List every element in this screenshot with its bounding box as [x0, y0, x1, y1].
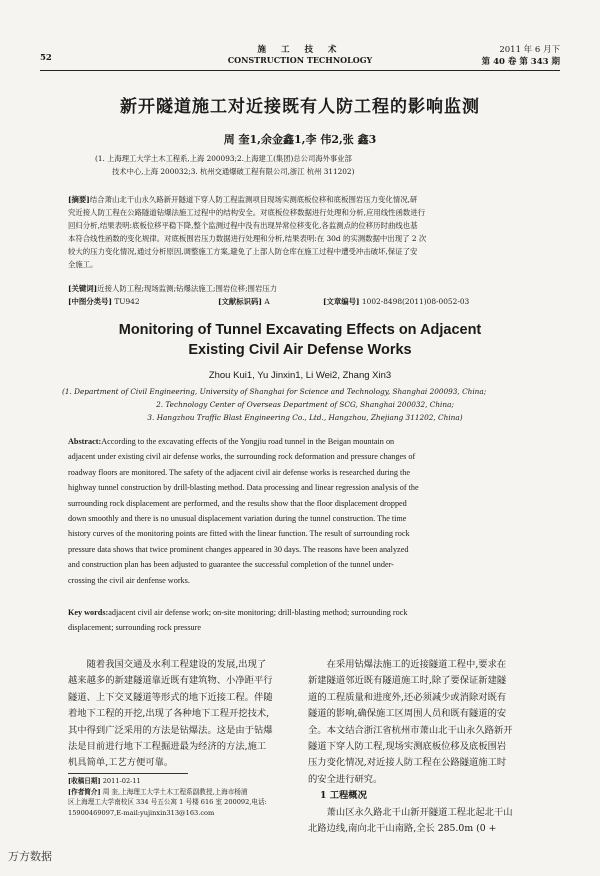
article-title-en-line-1: Monitoring of Tunnel Excavating Effects on Adjacent — [118, 322, 482, 338]
abstract-en — [68, 434, 534, 588]
affiliation-en-line: 2. Technology Center of Overseas Department of SCG, Shanghai 200032, China; — [156, 400, 454, 409]
page-number: 52 — [40, 53, 52, 63]
doc-code-value: A — [264, 297, 270, 306]
keywords-en: Key words:adjacent civil air defense work; on-site monitoring; drill-blasting method; surrounding rock displacement; surrounding rock pressure — [68, 605, 534, 636]
body-paragraph-line: 全。本文结合浙江省杭州市萧山北干山永久路新开 — [308, 724, 513, 736]
keywords-en-line: displacement; surrounding rock pressure — [68, 623, 202, 633]
keywords-cn — [68, 282, 534, 295]
abstract-cn-line: 本符合线性函数的变化规律。对底板围岩压力数据进行处理和分析,结果表明:在 30d 的实测数据中出现了 2 次 — [68, 234, 427, 243]
footnote-divider — [68, 773, 188, 774]
authors-cn: 周 奎1,余金鑫1,李 伟2,张 鑫3 — [223, 133, 377, 146]
received-date: 2011-02-11 — [102, 777, 141, 785]
footnote-line: 15900469097,E-mail:yujinxin313@163.com — [68, 808, 215, 817]
affiliation-en-line: (1. Department of Civil Engineering, University of Shanghai for Science and Technology, Shanghai 200093, China; — [62, 387, 487, 396]
issue-date: 2011 年 6 月下 — [499, 45, 560, 55]
abstract-en-line: down smoothly and there is no unusual displacement variation during the tunnel construction. The time — [68, 514, 407, 524]
abstract-en-line: and construction plan has been adjusted to guarantee the successful completion of the tunnel under- — [68, 560, 394, 570]
abstract-cn-line: 回归分析,结果表明:底板位移平稳下降,整个监测过程中没有出现异常位移变化,各监测点的位移历时曲线也基 — [68, 221, 418, 230]
footnote-line: 区上海理工大学南校区 334 号五公寓 1 号楼 616 室 200092,电话: — [68, 798, 267, 806]
volume-issue: 第 40 卷 第 343 期 — [481, 57, 560, 67]
footnote: [收稿日期] 2011-02-11 [作者简介] 周 奎,上海理工大学土木工程系副教授,上海市杨浦 区上海理工大学南校区 334 号五公寓 1 号楼 616 室 200092,电话: 15900469097,E-mail:yujinxin313@163.com — [68, 776, 298, 818]
classification-row — [68, 296, 534, 308]
doc-code-label: [文献标识码] — [218, 297, 262, 306]
journal-name-en: CONSTRUCTION TECHNOLOGY — [227, 55, 373, 65]
keywords-cn-text: 近接人防工程;现场监测;钻爆法施工;围岩位移;围岩压力 — [97, 284, 278, 293]
article-title-cn: 新开隧道施工对近接既有人防工程的影响监测 — [120, 97, 480, 117]
affiliation-cn-line: 技术中心,上海 200032;3. 杭州交通爆破工程有限公司,浙江 杭州 311202) — [112, 167, 355, 176]
abstract-cn-line: 全施工。 — [68, 260, 98, 269]
keywords-cn-label: [关键词] — [68, 284, 98, 293]
affiliation-cn-line: (1. 上海理工大学土木工程系,上海 200093;2.上海建工(集团)总公司海外事业部 — [95, 154, 352, 163]
body-paragraph-line: 越来越多的新建隧道靠近既有建筑物、小净距平行 — [68, 675, 273, 687]
abstract-cn-line-1: [摘要]结合萧山北干山永久路新开隧道下穿人防工程监测项目现场实测底板位移和底板围岩压力变化情况,研 — [68, 195, 418, 204]
abstract-en-line: history curves of the monitoring points are fitted with the linear function. The result of surrounding rock — [68, 529, 410, 539]
abstract-en-line: crossing the civil air denfense works. — [68, 575, 190, 585]
body-paragraph-line: 道的工程质量和进度外,还必须减少或消除对既有 — [308, 691, 507, 703]
abstract-cn-label: [摘要] — [68, 195, 90, 204]
clc-value: TU942 — [114, 297, 140, 306]
clc-label: [中图分类号] — [68, 297, 112, 306]
abstract-en-line: adjacent under existing civil air defense works, the surrounding rock deformation and pressure changes of — [68, 452, 416, 462]
body-paragraph-line: 萧山区永久路北干山新开隧道工程北起北干山 — [326, 806, 513, 818]
body-paragraph-line: 在采用钻爆法施工的近接隧道工程中,要求在 — [326, 659, 507, 670]
abstract-en-line-1: Abstract:According to the excavating effects of the Yongjiu road tunnel in the Beigan mountain on — [68, 437, 395, 446]
body-paragraph-line: 法是目前进行地下工程掘进最为经济的方法,施工 — [68, 741, 267, 753]
abstract-en-line: surrounding rock displacement are performed, and the results show that the floor displacement dropped — [68, 498, 407, 508]
journal-name-cn: 施 工 技 术 — [257, 45, 343, 55]
body-paragraph-line: 压力变化情况,对近接人防工程在公路隧道施工时 — [308, 757, 507, 769]
body-right-column — [308, 657, 538, 837]
abstract-cn-line: 较大的压力变化情况,通过分析原因,调整施工方案,避免了上部人防仓库在施工过程中遭受冲击破坏,保证了安 — [68, 247, 418, 256]
authors-en: Zhou Kui1, Yu Jinxin1, Li Wei2, Zhang Xin3 — [208, 370, 392, 381]
article-no-value: 1002-8498(2011)08-0052-03 — [361, 297, 470, 306]
keywords-en-label: Key words: — [68, 608, 109, 617]
body-paragraph-line: 隧道下穿人防工程,现场实测底板位移及底板围岩 — [308, 741, 507, 753]
abstract-en-line: pressure data shows that twice prominent changes appeared in 30 days. The reasons have been analyzed — [68, 544, 409, 554]
article-no-label: [文章编号] — [323, 297, 360, 306]
body-paragraph-line: 着地下工程的开挖,出现了各种地下工程开挖技术, — [68, 708, 270, 720]
article-title-en-line-2: Existing Civil Air Defense Works — [188, 342, 412, 358]
body-paragraph-line: 北路边线,南向北干山南路,全长 285.0m (0 + — [308, 823, 497, 835]
watermark-text: 万方数据 — [8, 850, 52, 863]
author-bio-label: [作者简介] — [68, 787, 101, 796]
body-paragraph-line: 新建隧道邻近既有隧道施工时,除了要保证新建隧 — [308, 675, 507, 687]
section-heading: 1 工程概况 — [320, 790, 367, 802]
abstract-en-label: Abstract: — [68, 437, 102, 446]
abstract-en-line: highway tunnel construction by drill-blasting method. Data processing and linear regression analysis of the — [68, 483, 419, 493]
running-header — [40, 40, 560, 71]
body-paragraph-line: 隧道、上下交叉隧道等形式的地下近接工程。伴随 — [68, 691, 273, 703]
body-left-column — [68, 657, 308, 772]
body-paragraph-line: 其中得到广泛采用的方法是钻爆法。这是由于钻爆 — [68, 724, 273, 736]
body-paragraph-line: 机具简单,工艺方便可靠。 — [68, 757, 174, 769]
affiliation-en-line: 3. Hangzhou Traffic Blast Engineering Co., Ltd., Hangzhou, Zhejiang 311202, China) — [147, 413, 463, 422]
abstract-en-line: roadway floors are monitored. The safety of the adjacent civil air defense works is researched during the — [68, 467, 410, 477]
abstract-cn — [68, 193, 534, 271]
body-paragraph-line: 的安全进行研究。 — [308, 773, 383, 785]
body-paragraph-line: 隧道的影响,确保施工区周围人员和既有隧道的安 — [308, 708, 507, 720]
body-paragraph-line: 随着我国交通及水利工程建设的发展,出现了 — [86, 659, 267, 670]
received-label: [收稿日期] — [68, 777, 101, 785]
abstract-cn-line: 究近接人防工程在公路隧道钻爆法施工过程中的结构安全。对底板位移数据进行处理和分析,应用线性函数进行 — [68, 208, 426, 217]
